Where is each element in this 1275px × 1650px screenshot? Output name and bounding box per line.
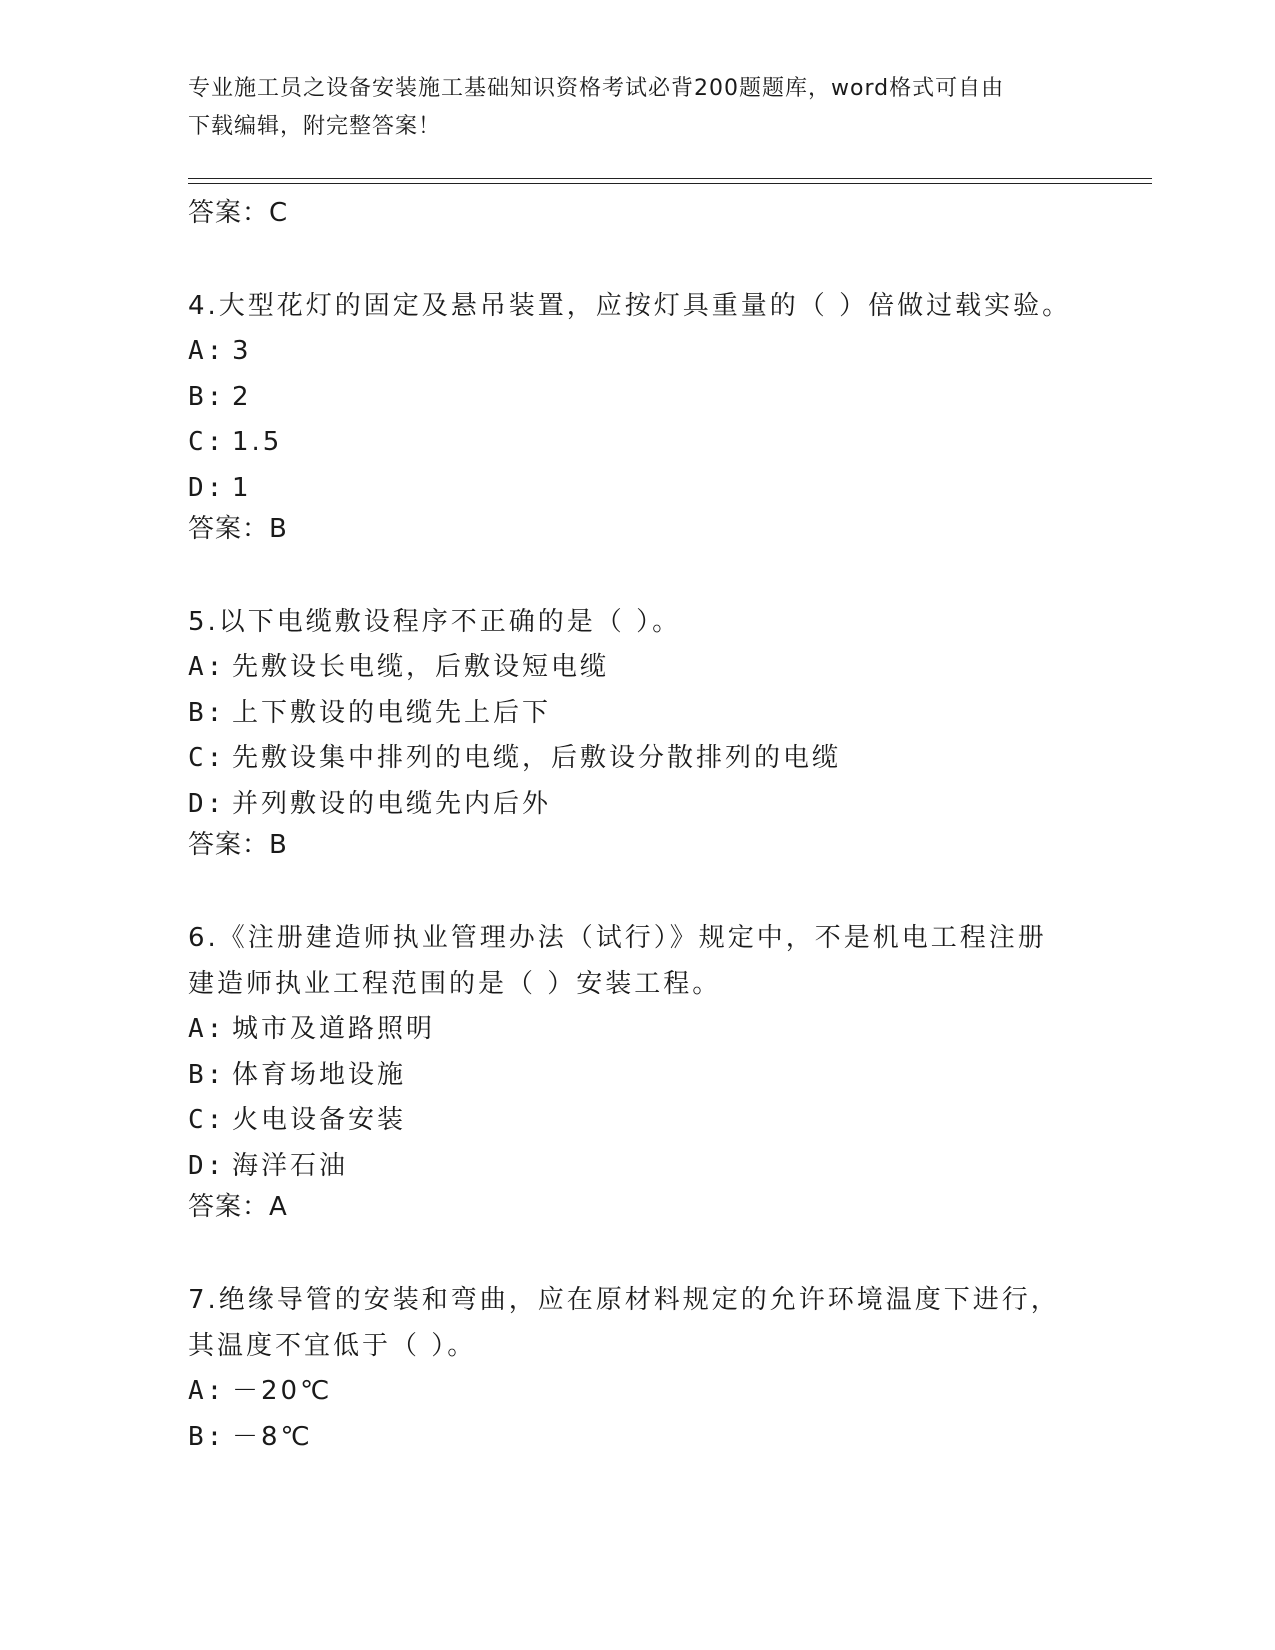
option-d [188,1144,1088,1190]
option-c [188,736,1088,782]
option-text: 3 [232,336,252,366]
question-text-continued: 其温度不宜低于（ ）。 [188,1331,477,1361]
question-text: 5.以下电缆敷设程序不正确的是（ ）。 [188,607,682,637]
header-line-1: 专业施工员之设备安装施工基础知识资格考试必背200题题库，word格式可自由 [188,76,1005,101]
option-key: A: [188,1014,226,1044]
answer-line: 答案：B [188,514,288,544]
question-list [188,190,1088,1460]
option-key: A: [188,1376,226,1406]
document-header [188,70,1068,146]
header-line-2: 下载编辑，附完整答案！ [188,114,442,139]
option-a [188,1369,1088,1415]
option-text: 体育场地设施 [232,1059,407,1090]
option-text: 并列敷设的电缆先内后外 [232,788,552,819]
question-text: 7.绝缘导管的安装和弯曲，应在原材料规定的允许环境温度下进行， [188,1285,1060,1315]
option-b [188,691,1088,737]
option-text: －20℃ [232,1376,333,1406]
option-text: 先敷设长电缆，后敷设短电缆 [232,652,610,682]
option-c [188,1098,1088,1144]
option-text: 1 [232,472,252,503]
option-key: B: [188,697,226,728]
question-6 [188,915,1088,1225]
option-a [188,645,1088,691]
option-text: 2 [232,381,252,412]
question-4 [188,283,1088,547]
option-d [188,782,1088,828]
option-b [188,1053,1088,1099]
option-key: B: [188,381,226,412]
question-text: 6.《注册建造师执业管理办法（试行）》规定中，不是机电工程注册 [188,923,1047,953]
option-a [188,1007,1088,1053]
option-b [188,375,1088,421]
option-key: D: [188,788,226,819]
answer-line: 答案：A [188,1192,288,1222]
question-text-continued: 建造师执业工程范围的是（ ）安装工程。 [188,969,722,999]
option-text: 上下敷设的电缆先上后下 [232,697,552,728]
option-text: －8℃ [232,1421,313,1452]
option-text: 先敷设集中排列的电缆，后敷设分散排列的电缆 [232,743,842,773]
answer-line: 答案：B [188,830,288,860]
option-key: D: [188,1150,226,1181]
header-rule-top [188,178,1152,179]
option-d [188,466,1088,512]
option-key: A: [188,336,226,366]
option-key: B: [188,1059,226,1090]
option-b [188,1415,1088,1461]
question-5 [188,599,1088,863]
answer-line: 答案：C [188,198,289,228]
header-rule-bottom [188,183,1152,184]
option-text: 火电设备安装 [232,1105,407,1135]
option-text: 城市及道路照明 [232,1014,436,1044]
option-text: 1.5 [232,427,283,457]
option-a [188,329,1088,375]
option-key: D: [188,472,226,503]
option-key: C: [188,427,226,457]
question-text: 4.大型花灯的固定及悬吊装置，应按灯具重量的（ ）倍做过载实验。 [188,291,1072,321]
option-text: 海洋石油 [232,1150,349,1181]
option-key: A: [188,652,226,682]
question-7 [188,1277,1088,1460]
option-c [188,420,1088,466]
option-key: B: [188,1421,226,1452]
option-key: C: [188,743,226,773]
option-key: C: [188,1105,226,1135]
